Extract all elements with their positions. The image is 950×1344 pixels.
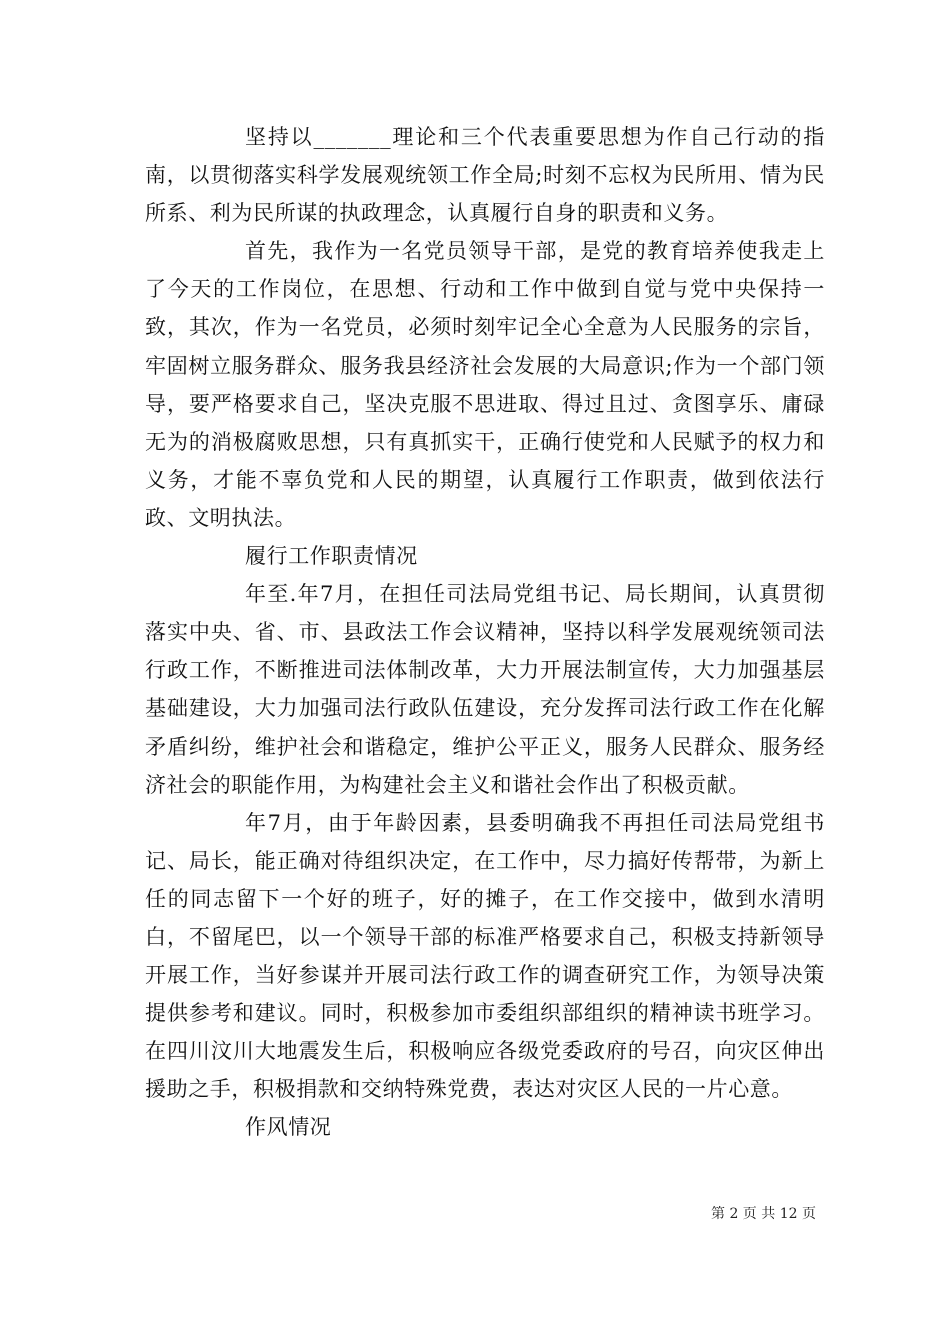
paragraph-party-member-duty: 首先，我作为一名党员领导干部，是党的教育培养使我走上了今天的工作岗位，在思想、行动和工作中做到自觉与党中央保持一致，其次，作为一名党员，必须时刻牢记全心全意为人民服务的宗旨，牢固树立服务群众、服务我县经济社会发展的大局意识;作为一个部门领导，要严格要求自己，坚决克服不思进取、得过且过、贪图享乐、庸碌无为的消极腐败思想，只有真抓实干，正确行使党和人民赋予的权力和义务，才能不辜负党和人民的期望，认真履行工作职责，做到依法行政、文明执法。 (145, 239, 825, 530)
page-number-footer: 第 2 页 共 12 页 (711, 1206, 816, 1222)
paragraph-transition: 年7月，由于年龄因素，县委明确我不再担任司法局党组书记、局长，能正确对待组织决定，在工作中，尽力搞好传帮带，为新上任的同志留下一个好的班子，好的摊子，在工作交接中，做到水清明白，不留尾巴，以一个领导干部的标准严格要求自己，积极支持新领导开展工作，当好参谋并开展司法行政工作的调查研究工作，为领导决策提供参考和建议。同时，积极参加市委组织部组织的精神读书班学习。在四川汶川大地震发生后，积极响应各级党委政府的号召，向灾区伸出援助之手，积极捐款和交纳特殊党费，表达对灾区人民的一片心意。 (145, 810, 825, 1102)
paragraph-guiding-principle: 坚持以_______理论和三个代表重要思想为作自己行动的指南，以贯彻落实科学发展观统领工作全局;时刻不忘权为民所用、情为民所系、利为民所谋的执政理念，认真履行自身的职责和义务。 (145, 125, 825, 226)
paragraph-judicial-work: 年至.年7月，在担任司法局党组书记、局长期间，认真贯彻落实中央、省、市、县政法工作会议精神，坚持以科学发展观统领司法行政工作，不断推进司法体制改革，大力开展法制宣传，大力加强基层基础建设，大力加强司法行政队伍建设，充分发挥司法行政工作在化解矛盾纠纷，维护社会和谐稳定，维护公平正义，服务人民群众、服务经济社会的职能作用，为构建社会主义和谐社会作出了积极贡献。 (145, 582, 825, 797)
document-body (145, 118, 825, 1147)
section-heading-work-style: 作风情况 (245, 1115, 332, 1140)
section-heading-job-duties: 履行工作职责情况 (245, 544, 418, 569)
